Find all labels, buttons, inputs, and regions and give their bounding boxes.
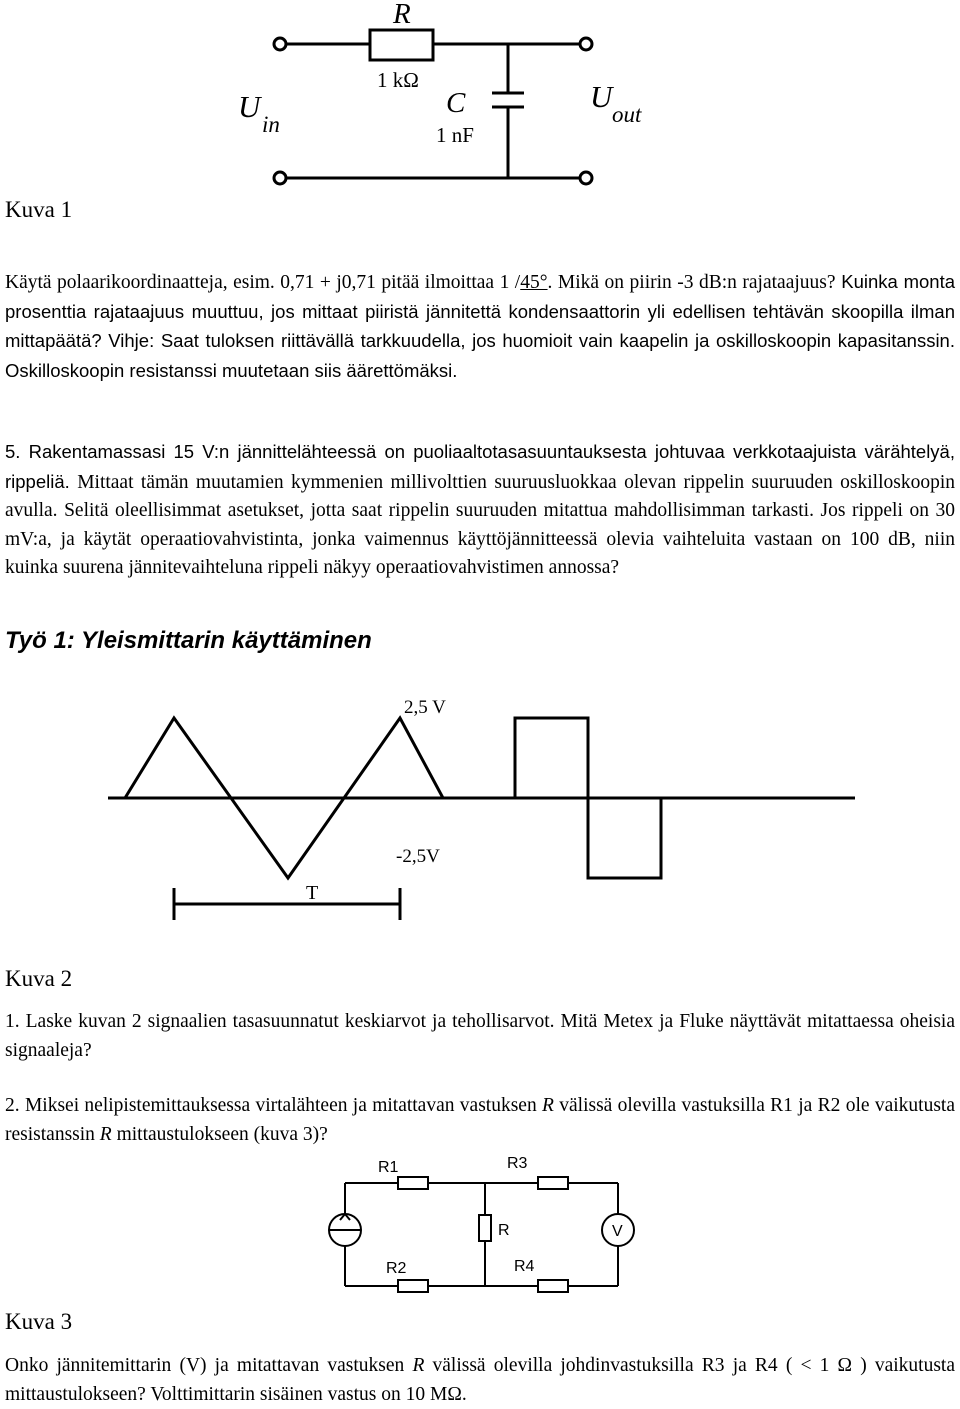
paragraph-cutoff-question <box>5 268 955 386</box>
terminal-in-bottom <box>274 172 286 184</box>
para1-text-sans: Kuinka monta prosenttia rajataajuus muuttuu, jos mittaat piiristä jännitettä kondensaattorin yli edellisen tehtävän skoopilla ilman mittapäätä? Vihje: Saat tuloksen riittävällä tarkkuudella, jos huomioit vain kaapelin ja oskilloskoopin kapasitanssin. Oskilloskoopin resistanssi muutetaan siis äärettömäksi. <box>5 271 956 381</box>
resistor-r1 <box>398 1177 428 1189</box>
label-c-value: 1 nF <box>436 123 474 147</box>
label-uin-sub: in <box>262 112 280 137</box>
label-pos-voltage: 2,5 V <box>404 697 446 718</box>
question-3 <box>5 1352 955 1409</box>
question-2-text-3: mittaustulokseen (kuva 3)? <box>111 1123 328 1145</box>
label-period: T <box>306 882 319 904</box>
label-r4: R4 <box>514 1258 535 1275</box>
figure3-four-point-circuit <box>0 1150 960 1310</box>
label-c: C <box>446 87 466 119</box>
section-heading: Työ 1: Yleismittarin käyttäminen <box>5 627 372 654</box>
question-2-r1: R <box>542 1095 554 1116</box>
question-2-text-1: 2. Miksei nelipistemittauksessa virtalähteen ja mitattavan vastuksen <box>5 1095 543 1116</box>
figure2-waveforms <box>0 680 960 950</box>
label-r3: R3 <box>507 1155 528 1172</box>
caption-kuva-2: Kuva 2 <box>5 966 73 991</box>
label-r: R <box>393 0 411 30</box>
terminal-in-top <box>274 38 286 50</box>
terminal-out-bottom <box>580 172 592 184</box>
question-1 <box>5 1008 955 1065</box>
resistor-r3 <box>538 1177 568 1189</box>
resistor-r2 <box>398 1280 428 1292</box>
para1-text-2: . Mikä on piirin -3 dB:n rajataajuus? <box>547 272 836 293</box>
label-r: R <box>498 1222 510 1239</box>
question-1-text: 1. Laske kuvan 2 signaalien tasasuunnatut keskiarvot ja tehollisarvot. Mitä Metex ja Fluke näyttävät mitattaessa oheisia signaaleja? <box>5 1011 955 1061</box>
label-r2: R2 <box>386 1260 407 1277</box>
question-2 <box>5 1092 955 1149</box>
label-r1: R1 <box>378 1159 399 1176</box>
question-3-text-1: Onko jännitemittarin (V) ja mitattavan vastuksen <box>5 1355 413 1376</box>
question-2-r2: R <box>99 1123 112 1145</box>
question-2-text-2: välissä olevilla vastuksilla R1 ja R2 ole vaikutusta resistanssin <box>5 1095 955 1145</box>
para1-text-1: Käytä polaarikoordinaatteja, esim. 0,71 + j0,71 pitää ilmoittaa 1 / <box>5 272 521 293</box>
question-3-r: R <box>412 1355 425 1376</box>
figure1-rc-circuit <box>0 0 960 200</box>
para1-angle: 45° <box>520 272 548 293</box>
para2-text: Mittaat tämän muutamien kymmenien millivolttien suuruusluokkaa olevan rippelin suuruuden oskilloskoopin avulla. Selitä oleellisimmat asetukset, jotta saat rippelin suuruuden mitattua mahdollisimman tarkasti. Jos rippeli on 30 mV:a, ja käytät operaatiovahvistinta, jonka vaimennus käyttöjännitteessä olevia vaihteluita vastaan on 100 dB, niin kuinka suurena jännitevaihteluna rippeli näkyy operaatiovahvistimen annossa? <box>5 471 955 579</box>
paragraph-ripple-question <box>5 438 955 583</box>
para2-text-sans: 5. Rakentamassasi 15 V:n jännittelähteessä on puoliaaltotasasuuntauksesta johtuvaa verkkotaajuista värähtelyä, rippeliä. <box>5 441 955 492</box>
resistor-r <box>479 1215 491 1241</box>
label-uout-sub: out <box>612 102 642 127</box>
label-neg-voltage: -2,5V <box>396 846 440 867</box>
caption-kuva-1: Kuva 1 <box>5 197 73 222</box>
label-uout: U <box>590 79 613 114</box>
caption-kuva-3: Kuva 3 <box>5 1309 73 1334</box>
label-r-value: 1 kΩ <box>377 68 419 92</box>
question-3-text-2: välissä olevilla johdinvastuksilla R3 ja R4 ( < 1 Ω ) vaikutusta mittaustulokseen? Volttimittarin sisäinen vastus on 10 MΩ. <box>5 1355 956 1405</box>
label-v: V <box>612 1223 623 1240</box>
resistor-r <box>370 30 433 60</box>
terminal-out-top <box>580 38 592 50</box>
label-uin: U <box>238 89 261 124</box>
resistor-r4 <box>538 1280 568 1292</box>
